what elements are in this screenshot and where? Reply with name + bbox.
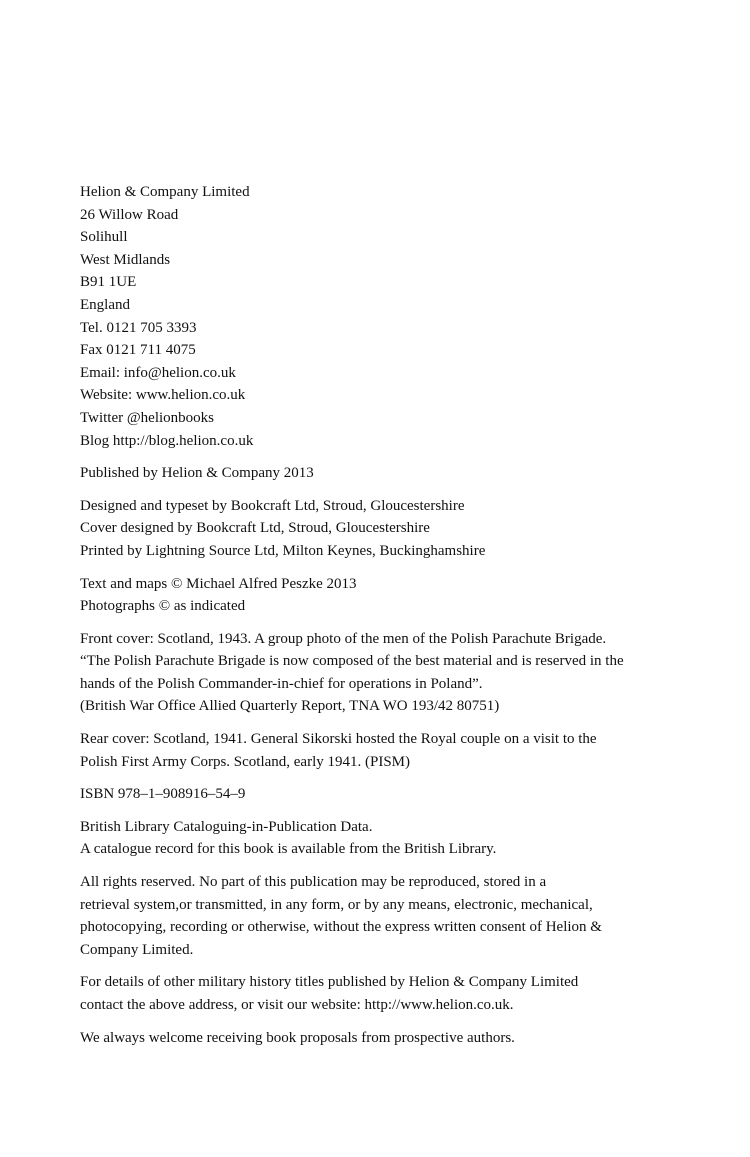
address-county: West Midlands bbox=[80, 251, 171, 268]
cip-line: A catalogue record for this book is available from the British Library. bbox=[80, 841, 497, 858]
rights-line: Company Limited. bbox=[80, 941, 194, 958]
copyright-block bbox=[80, 573, 700, 618]
twitter: Twitter @helionbooks bbox=[80, 409, 214, 426]
text-copyright: Text and maps © Michael Alfred Peszke 2013 bbox=[80, 575, 357, 592]
front-cover-line: “The Polish Parachute Brigade is now composed of the best material and is reserved in the bbox=[80, 653, 624, 670]
published-block bbox=[80, 462, 700, 485]
publisher-address-block bbox=[80, 181, 700, 452]
isbn: ISBN 978–1–908916–54–9 bbox=[80, 786, 246, 803]
telephone: Tel. 0121 705 3393 bbox=[80, 319, 197, 336]
cip-block bbox=[80, 816, 700, 861]
fax: Fax 0121 711 4075 bbox=[80, 342, 196, 359]
cip-line: British Library Cataloguing-in-Publication Data. bbox=[80, 818, 373, 835]
details-line: For details of other military history titles published by Helion & Company Limited bbox=[80, 974, 579, 991]
rear-cover-line: Rear cover: Scotland, 1941. General Sikorski hosted the Royal couple on a visit to the bbox=[80, 731, 597, 748]
rights-line: retrieval system,or transmitted, in any form, or by any means, electronic, mechanical, bbox=[80, 896, 593, 913]
blog: Blog http://blog.helion.co.uk bbox=[80, 432, 254, 449]
design-credits-block bbox=[80, 495, 700, 563]
cover-design-credit: Cover designed by Bookcraft Ltd, Stroud, Gloucestershire bbox=[80, 520, 430, 537]
copyright-page bbox=[80, 181, 700, 1059]
website: Website: www.helion.co.uk bbox=[80, 387, 246, 404]
rear-cover-block bbox=[80, 728, 700, 773]
email: Email: info@helion.co.uk bbox=[80, 364, 236, 381]
details-line: contact the above address, or visit our website: http://www.helion.co.uk. bbox=[80, 997, 514, 1013]
publisher-name: Helion & Company Limited bbox=[80, 184, 250, 200]
address-street: 26 Willow Road bbox=[80, 206, 179, 223]
address-town: Solihull bbox=[80, 229, 128, 246]
rear-cover-line: Polish First Army Corps. Scotland, early 1941. (PISM) bbox=[80, 753, 411, 770]
front-cover-line: (British War Office Allied Quarterly Report, TNA WO 193/42 80751) bbox=[80, 698, 500, 715]
typeset-credit: Designed and typeset by Bookcraft Ltd, Stroud, Gloucestershire bbox=[80, 497, 465, 514]
details-block bbox=[80, 971, 700, 1016]
proposals-line: We always welcome receiving book proposals from prospective authors. bbox=[80, 1029, 515, 1046]
front-cover-line: Front cover: Scotland, 1943. A group photo of the men of the Polish Parachute Brigade. bbox=[80, 630, 607, 647]
proposals-block bbox=[80, 1027, 700, 1050]
printer-credit: Printed by Lightning Source Ltd, Milton Keynes, Buckinghamshire bbox=[80, 542, 486, 559]
front-cover-block bbox=[80, 628, 700, 718]
photo-copyright: Photographs © as indicated bbox=[80, 598, 246, 615]
published-line: Published by Helion & Company 2013 bbox=[80, 465, 314, 482]
rights-line: All rights reserved. No part of this publication may be reproduced, stored in a bbox=[80, 874, 547, 891]
rights-block bbox=[80, 871, 700, 961]
front-cover-line: hands of the Polish Commander-in-chief for operations in Poland”. bbox=[80, 675, 483, 692]
address-country: England bbox=[80, 296, 130, 313]
rights-line: photocopying, recording or otherwise, without the express written consent of Helion & bbox=[80, 919, 602, 936]
address-postcode: B91 1UE bbox=[80, 274, 137, 291]
isbn-block bbox=[80, 783, 700, 806]
